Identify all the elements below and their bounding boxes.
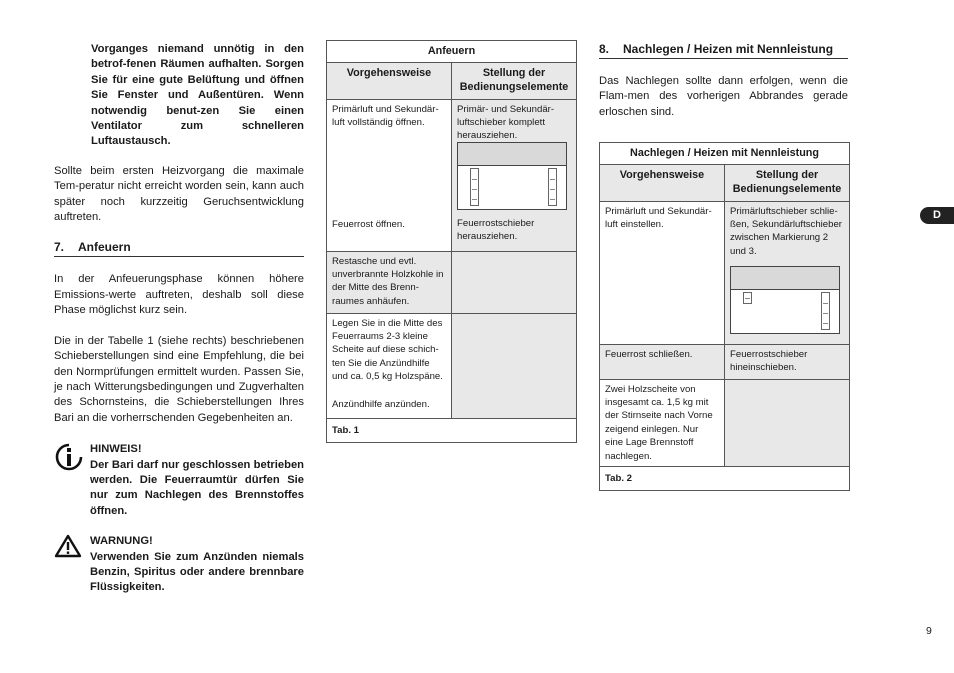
language-badge: D [920, 207, 954, 224]
paragraph-emissions: In der Anfeuerungsphase können höhere Emissions-werte auftreten, deshalb soll diese Phase möglichst kurz sein. [54, 273, 304, 317]
procedure-set-air: Primärluft und Sekundär-luft einstellen. [600, 201, 725, 344]
procedure-stack-wood: Legen Sie in die Mitte des Feuerraums 2-3 kleine Scheite auf diese schich-ten Sie die Anzündhilfe und ca. 0,5 kg Holzspäne. [332, 317, 443, 383]
table-row [600, 344, 850, 379]
table-row [600, 201, 850, 344]
page-number: 9 [926, 625, 932, 637]
setting-push-grate: Feuerrostschieber hineinschieben. [725, 344, 850, 379]
warning-triangle-icon [54, 534, 82, 596]
procedure-pile-ash: Restasche und evtl. unverbrannte Holzkohle in der Mitte des Brenn-raumes anhäufen. [327, 251, 452, 313]
setting-close-primary: Primärluftschieber schlie-ßen, Sekundärluftschieber zwischen Markierung 2 und 3. [730, 205, 842, 257]
table-caption: Tab. 1 [327, 418, 577, 442]
table-anfeuern [326, 40, 577, 443]
table-row [327, 99, 577, 251]
table-title: Anfeuern [327, 41, 577, 63]
paragraph-table-reference: Die in der Tabelle 1 (siehe rechts) beschriebenen Schieberstellungen sind eine Empfehlung, die bei den Normprüfungen ermittelt wurden. Passen Sie, je nach Witterungsbedingungen und Zugverhalten des Schornsteins, die Schieberstellungen Ihres Bari an die vorherrschenden Gegebenheiten an. [54, 334, 304, 424]
warning-title: WARNUNG! [90, 535, 153, 548]
left-column [54, 42, 304, 596]
procedure-close-grate: Feuerrost schließen. [600, 344, 725, 379]
section-number: 8. [599, 42, 610, 56]
warning-text: Verwenden Sie zum Anzünden niemals Benzin, Spiritus oder andere brennbare Flüssigkeiten. [90, 550, 304, 594]
warning-block [54, 534, 304, 596]
procedure-ignite: Anzündhilfe anzünden. [332, 398, 430, 410]
table-title: Nachlegen / Heizen mit Nennleistung [600, 143, 850, 165]
section-heading-anfeuern [54, 240, 304, 257]
table-header-settings: Stellung der Bedienungselemente [725, 164, 850, 201]
hint-title: HINWEIS! [90, 443, 142, 456]
paragraph-first-heating: Sollte beim ersten Heizvorgang die maximale Tem-peratur nicht erreicht worden sein, kann auch später noch kurzzeitig Geruchsentwicklung auftreten. [54, 164, 304, 224]
primary-air-slider-knob [743, 292, 752, 304]
right-column [599, 42, 848, 120]
control-slider-diagram [457, 142, 567, 210]
info-icon [54, 442, 82, 519]
section-number: 7. [54, 240, 65, 255]
procedure-add-logs: Zwei Holzscheite von insgesamt ca. 1,5 kg mit der Stirnseite nach Vorne zeigend einlegen. Nur eine Lage Brennstoff nachlegen. [600, 379, 725, 466]
intro-warning-text: Vorganges niemand unnötig in den betrof-fenen Räumen aufhalten. Sorgen Sie für eine gute Belüftung und öffnen Sie Fenster und Außentüren. Wenn notwendig benut-zen Sie einen Ventilator zum schnelleren Luftaustausch. [91, 43, 304, 148]
table-header-procedure: Vorgehensweise [327, 62, 452, 99]
section-title: Anfeuern [78, 240, 131, 255]
table-caption: Tab. 2 [600, 466, 850, 490]
secondary-air-slider-knob [821, 292, 830, 330]
table-row [327, 313, 577, 418]
table-row [600, 379, 850, 466]
control-slider-diagram [730, 266, 840, 334]
table-row [327, 251, 577, 313]
setting-pull-sliders: Primär- und Sekundär-luftschieber komplett herausziehen. [457, 103, 555, 142]
table-header-settings: Stellung der Bedienungselemente [452, 62, 577, 99]
procedure-open-air: Primärluft und Sekundär-luft vollständig öffnen. [332, 103, 439, 128]
procedure-open-grate: Feuerrost öffnen. [332, 218, 405, 230]
paragraph-refuel: Das Nachlegen sollte dann erfolgen, wenn die Flam-men des vorherigen Abbrandes gerade erloschen sind. [599, 75, 848, 118]
setting-pull-grate: Feuerrostschieber herausziehen. [457, 217, 535, 242]
secondary-air-slider-knob [548, 168, 557, 206]
table-nachlegen [599, 142, 850, 491]
section-title: Nachlegen / Heizen mit Nennleistung [623, 42, 834, 56]
primary-air-slider-knob [470, 168, 479, 206]
section-heading-nachlegen [599, 42, 848, 59]
hint-block [54, 442, 304, 519]
table-header-procedure: Vorgehensweise [600, 164, 725, 201]
hint-text: Der Bari darf nur geschlossen betrieben werden. Die Feuerraumtür dürfen Sie nur zum Nachlegen des Brennstoffes öffnen. [90, 458, 304, 517]
